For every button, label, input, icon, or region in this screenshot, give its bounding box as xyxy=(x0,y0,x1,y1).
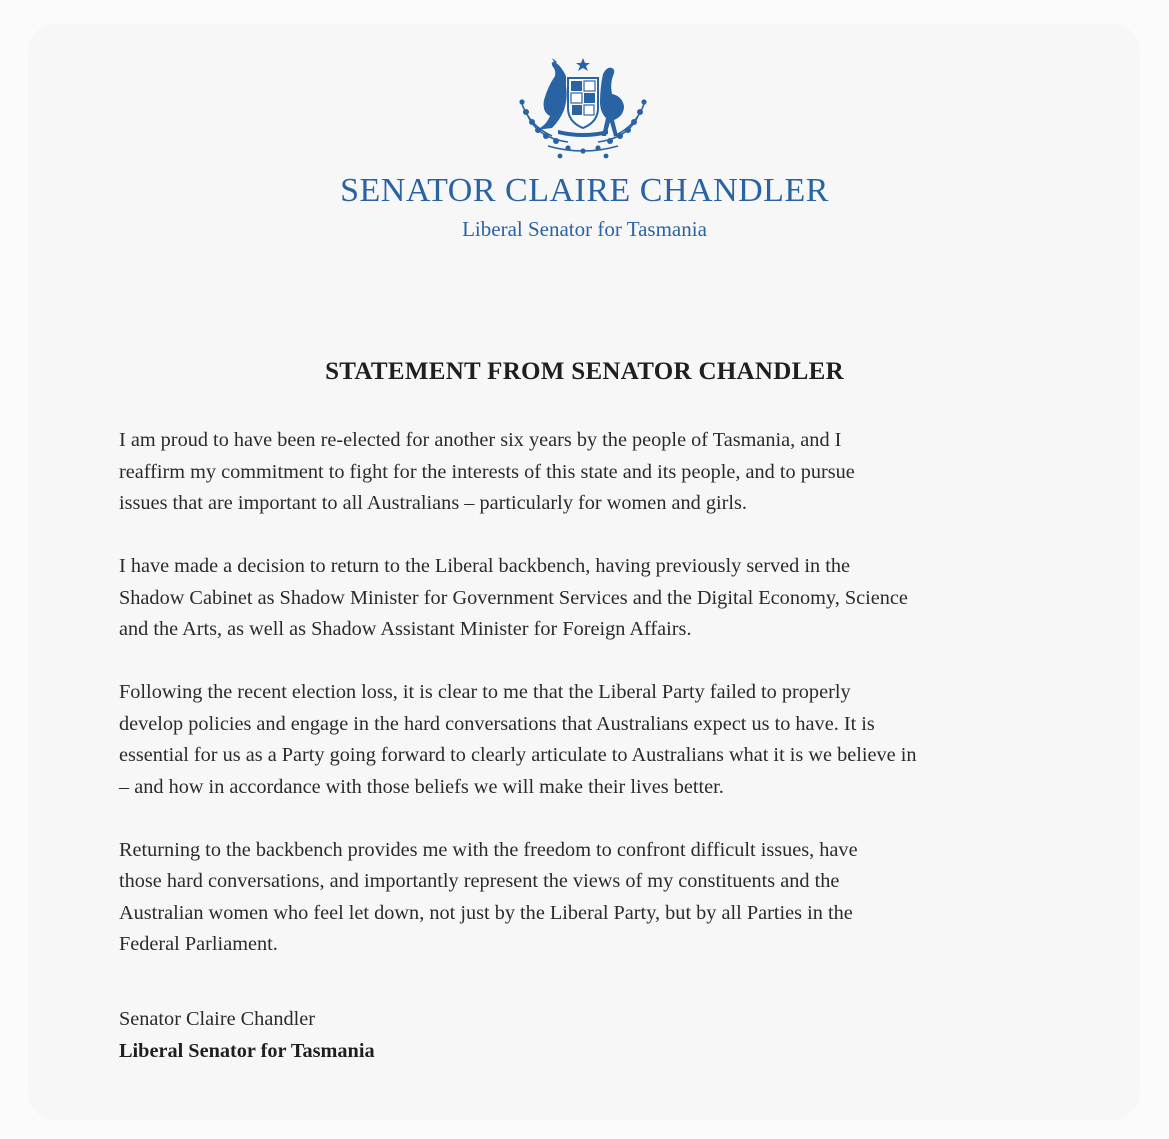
paragraph-4 xyxy=(119,835,1079,961)
paragraph-3 xyxy=(119,677,1079,803)
text-line: I am proud to have been re-elected for another six years by the people of Tasmania, and I xyxy=(119,429,842,451)
signature-title: Liberal Senator for Tasmania xyxy=(119,1039,375,1062)
text-line: I have made a decision to return to the Liberal backbench, having previously served in the xyxy=(119,555,850,577)
signature-name: Senator Claire Chandler xyxy=(119,1008,315,1030)
text-line: – and how in accordance with those beliefs we will make their lives better. xyxy=(119,775,724,798)
signature-block xyxy=(119,1004,375,1067)
paragraph-2 xyxy=(119,551,1079,646)
text-line: and the Arts, as well as Shadow Assistant Minister for Foreign Affairs. xyxy=(119,618,692,640)
text-line: issues that are important to all Australians – particularly for women and girls. xyxy=(119,492,748,514)
text-line: reaffirm my commitment to fight for the interests of this state and its people, and to pursue xyxy=(119,460,855,483)
text-line: those hard conversations, and importantly represent the views of my constituents and the xyxy=(119,870,840,892)
statement-body xyxy=(119,425,1079,992)
commonwealth-coat-of-arms-icon xyxy=(508,56,658,162)
text-line: develop policies and engage in the hard conversations that Australians expect us to have. It is xyxy=(119,712,875,735)
text-line: Shadow Cabinet as Shadow Minister for Government Services and the Digital Economy, Science xyxy=(119,586,908,609)
senator-subtitle: Liberal Senator for Tasmania xyxy=(462,217,707,241)
senator-name-heading: SENATOR CLAIRE CHANDLER xyxy=(340,172,829,209)
text-line: Federal Parliament. xyxy=(119,933,278,955)
text-line: Returning to the backbench provides me with the freedom to confront difficult issues, have xyxy=(119,838,858,861)
text-line: Following the recent election loss, it is clear to me that the Liberal Party failed to properly xyxy=(119,681,851,703)
text-line: Australian women who feel let down, not just by the Liberal Party, but by all Parties in the xyxy=(119,901,853,924)
text-line: essential for us as a Party going forward to clearly articulate to Australians what it is we believe in xyxy=(119,744,917,766)
paragraph-1 xyxy=(119,425,1079,520)
statement-title: STATEMENT FROM SENATOR CHANDLER xyxy=(325,358,844,385)
